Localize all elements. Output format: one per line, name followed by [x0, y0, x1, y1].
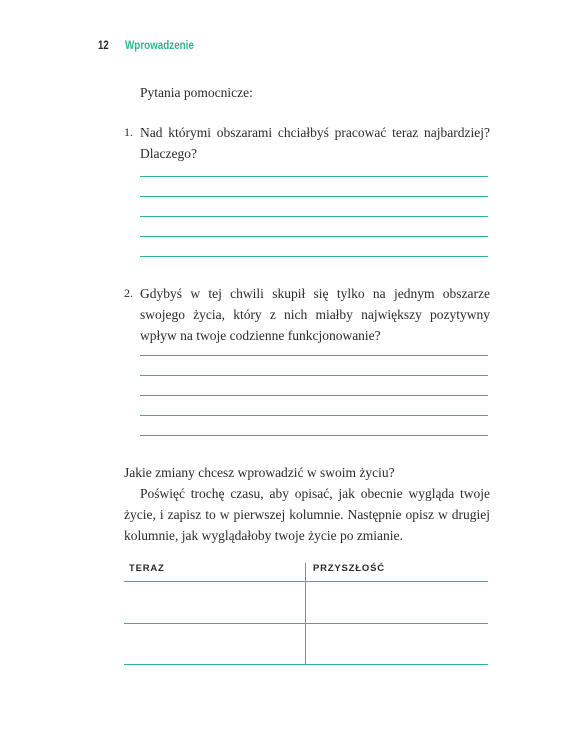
- question-number: 1.: [124, 125, 133, 139]
- question-text: Nad którymi obszarami chciałbyś pracować teraz najbardziej? Dlaczego?: [140, 125, 490, 161]
- page-number: 12: [98, 38, 109, 52]
- changes-section: [124, 462, 490, 546]
- question-text: Gdybyś w tej chwili skupił się tylko na jednym obszarze swojego życia, który z nich miałby największy pozytywny wpływ na twoje codzienne funkcjonowanie?: [140, 286, 490, 343]
- answer-line[interactable]: [140, 395, 488, 396]
- changes-instructions: Poświęć trochę czasu, aby opisać, jak obecnie wygląda twoje życie, i zapisz to w pierwszej kolumnie. Następnie opisz w drugiej kolumnie, jak wyglądałoby twoje życie po zmianie.: [124, 486, 490, 543]
- question-2: [124, 283, 490, 346]
- running-header: [98, 38, 209, 54]
- answer-line[interactable]: [140, 375, 488, 376]
- answer-lines-1[interactable]: [140, 176, 488, 276]
- answer-lines-2[interactable]: [140, 355, 488, 455]
- column-header-przyszlosc: PRZYSZŁOŚĆ: [313, 563, 385, 574]
- table-rule[interactable]: [124, 623, 488, 624]
- question-1: [124, 122, 490, 164]
- table-rule[interactable]: [124, 664, 488, 665]
- answer-line[interactable]: [140, 415, 488, 416]
- table-rule: [124, 581, 488, 582]
- answer-line[interactable]: [140, 355, 488, 356]
- changes-heading: Jakie zmiany chcesz wprowadzić w swoim życiu?: [124, 465, 395, 480]
- question-number: 2.: [124, 286, 133, 300]
- answer-line[interactable]: [140, 176, 488, 177]
- answer-line[interactable]: [140, 216, 488, 217]
- answer-line[interactable]: [140, 256, 488, 257]
- answer-line[interactable]: [140, 435, 488, 436]
- column-header-teraz: TERAZ: [129, 563, 165, 574]
- answer-line[interactable]: [140, 196, 488, 197]
- chapter-title: Wprowadzenie: [125, 38, 195, 52]
- helper-questions-label: Pytania pomocnicze:: [140, 85, 253, 100]
- answer-line[interactable]: [140, 236, 488, 237]
- now-future-table: [124, 563, 488, 665]
- column-divider: [305, 563, 306, 665]
